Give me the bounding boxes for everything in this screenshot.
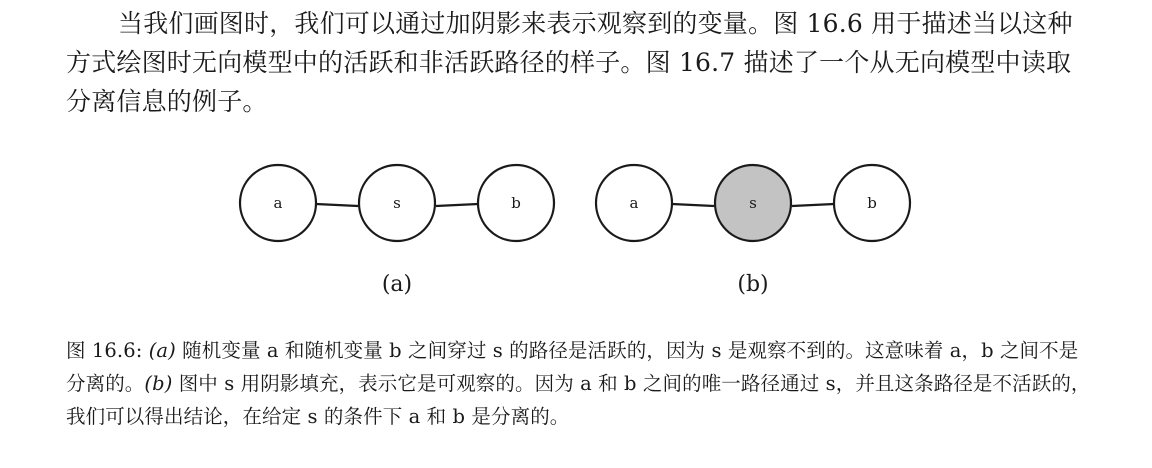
caption-part-a-label: (a) — [148, 339, 176, 362]
panel-a-label: (a) — [381, 272, 413, 297]
panel-b — [596, 165, 910, 297]
panel-b-label: (b) — [737, 272, 769, 297]
edge-s-b — [436, 204, 478, 206]
node-s-label: s — [749, 194, 757, 212]
edge-s-b — [792, 204, 834, 206]
edge-a-s — [672, 204, 714, 206]
panel-a — [240, 165, 554, 297]
figure-caption — [66, 334, 1096, 433]
node-a-label: a — [273, 194, 283, 212]
edge-a-s — [316, 204, 358, 206]
node-s-label: s — [393, 194, 401, 212]
caption-part-b-text: 图中 s 用阴影填充，表示它是可观察的。因为 a 和 b 之间的唯一路径通过 s，并且这条路径是不活跃的，我们可以得出结论，在给定 s 的条件下 a 和 b 是分离的。 — [66, 372, 1091, 428]
intro-paragraph: 当我们画图时，我们可以通过加阴影来表示观察到的变量。图 16.6 用于描述当以这种方式绘图时无向模型中的活跃和非活跃路径的样子。图 16.7 描述了一个从无向模型中读取分离信息的例子。 — [66, 9, 1073, 116]
caption-part-b-label: (b) — [144, 372, 173, 395]
caption-prefix: 图 16.6: — [66, 339, 149, 362]
node-a-label: a — [629, 194, 639, 212]
node-b-label: b — [511, 194, 521, 212]
node-b-label: b — [867, 194, 877, 212]
figure-16-6 — [0, 150, 1152, 300]
caption-part-a-text: 随机变量 a 和随机变量 b 之间穿过 s 的路径是活跃的，因为 s 是观察不到的。这意味着 a，b 之间不是分离的。 — [66, 339, 1079, 395]
